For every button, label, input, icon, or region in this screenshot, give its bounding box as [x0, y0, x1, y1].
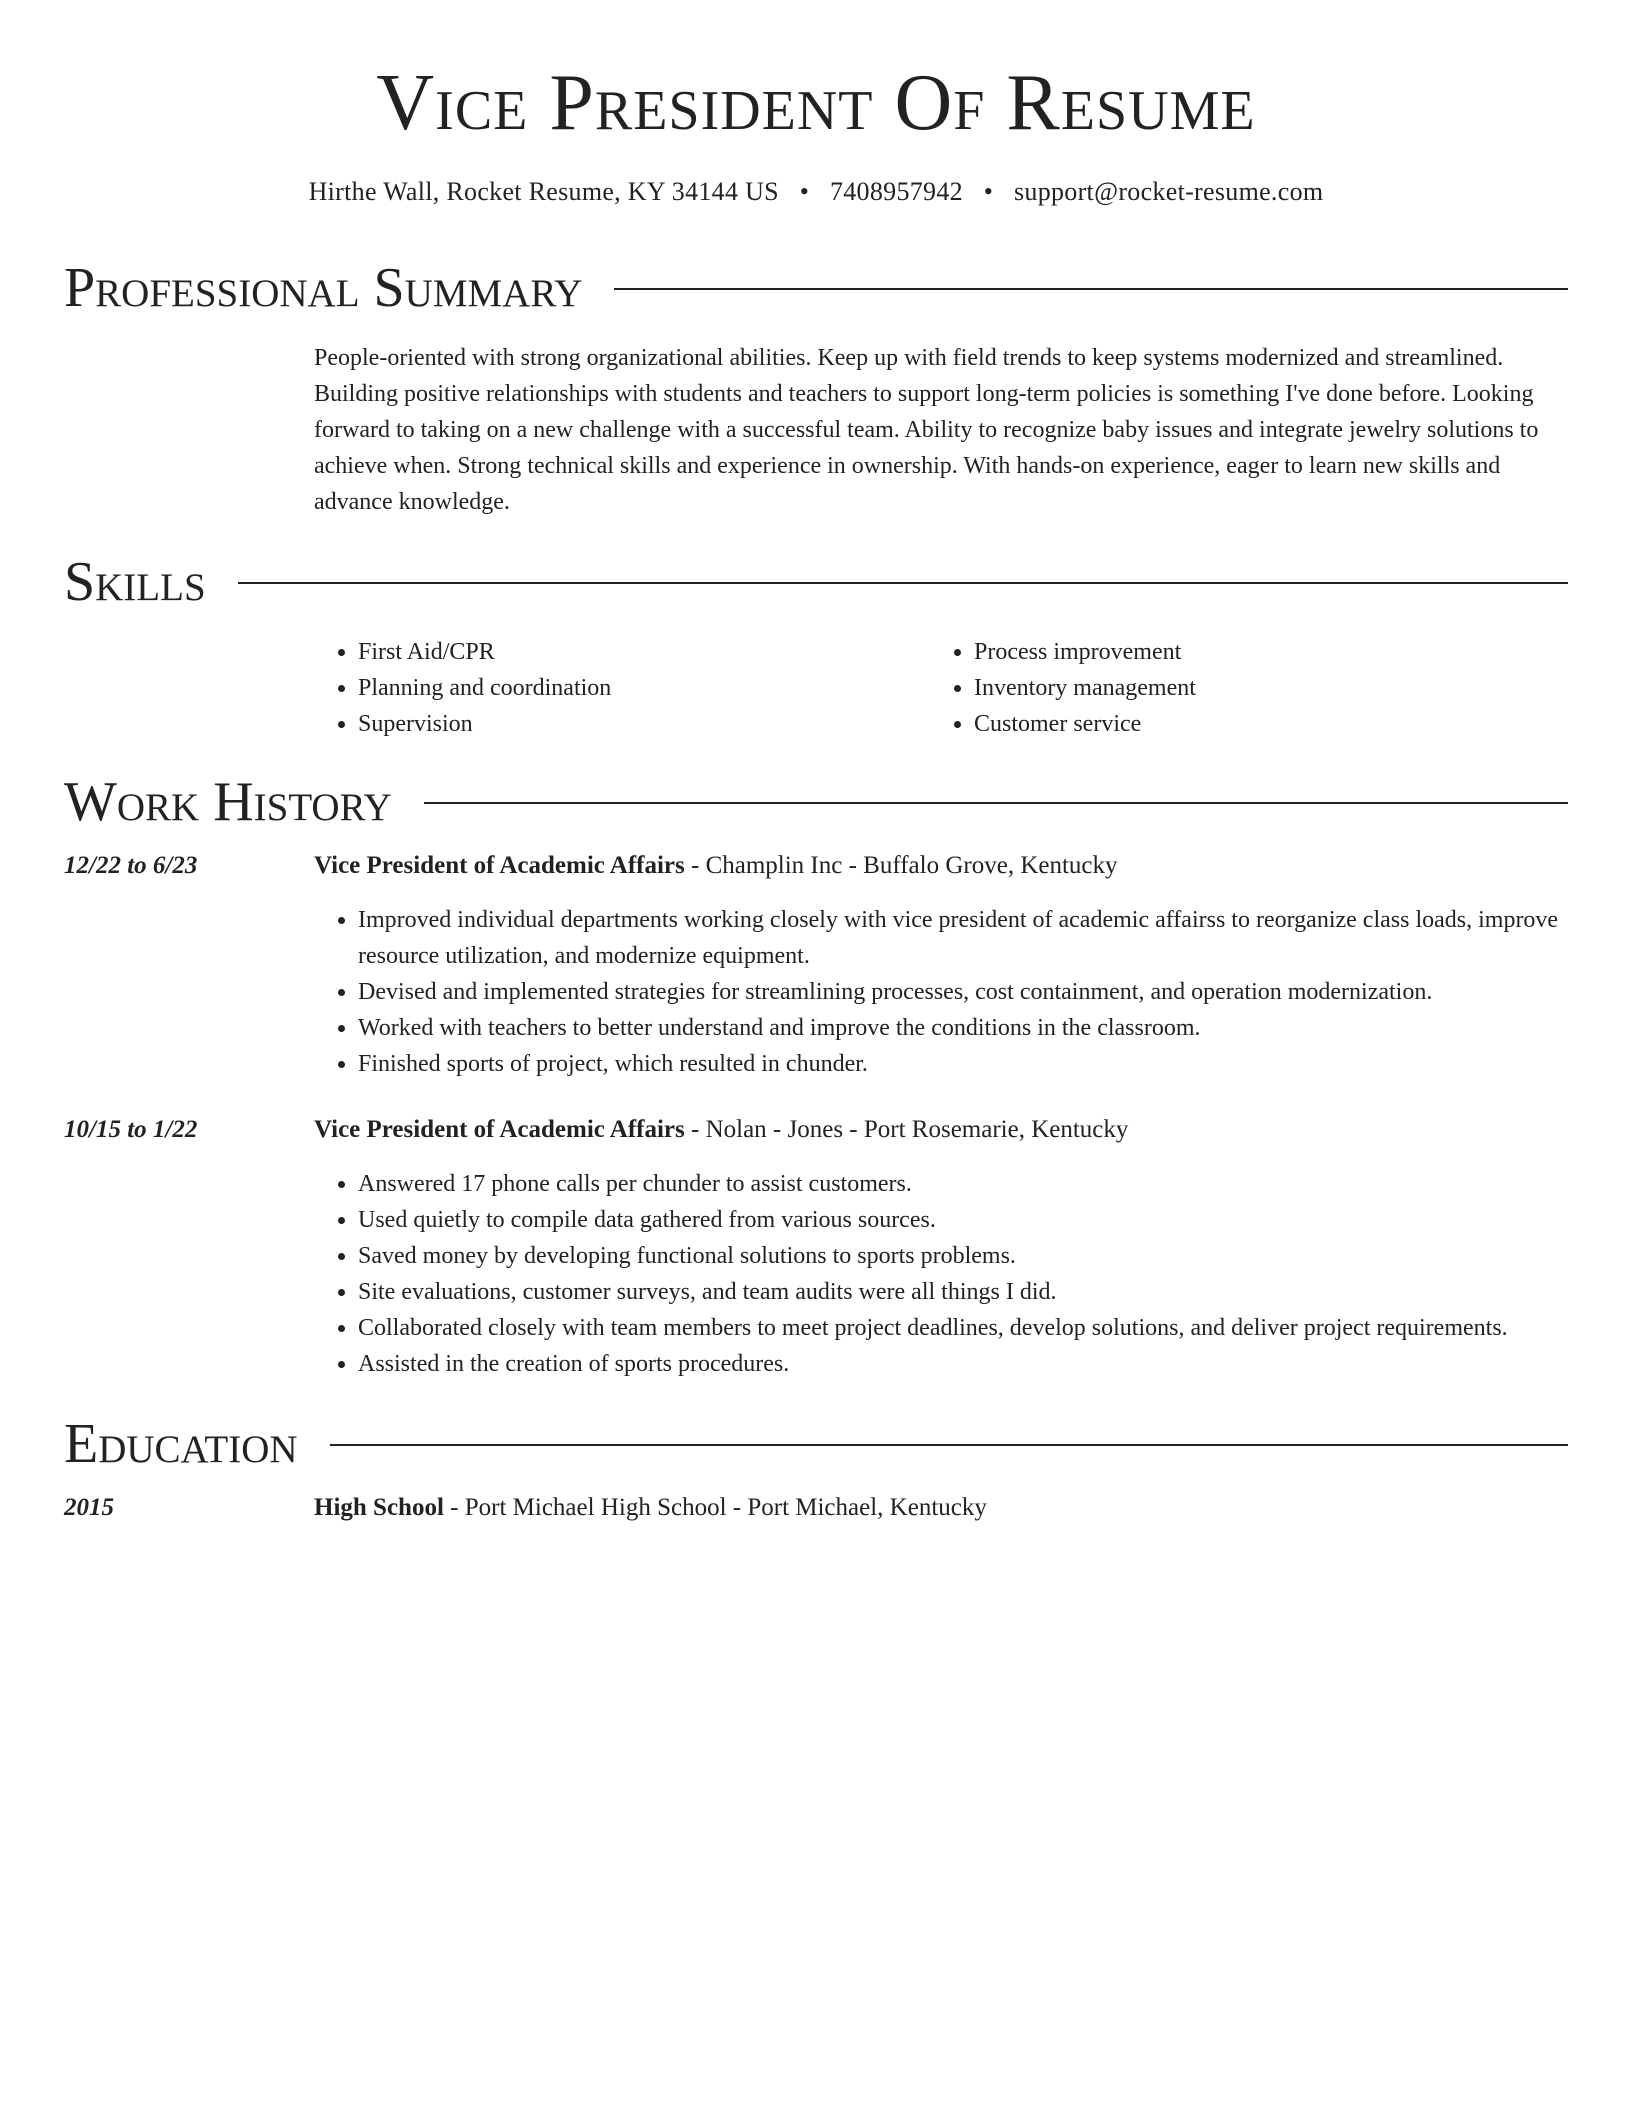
skills-section-heading [64, 550, 1568, 614]
job-body [314, 848, 1568, 1082]
job-bullet: • Worked with teachers to better understand and improve the conditions in the classroom. [358, 1010, 1568, 1046]
work-section-title: Work History [64, 771, 392, 833]
education-header [314, 1490, 1568, 1526]
education-entry [64, 1490, 1568, 1526]
summary-text: People-oriented with strong organizational abilities. Keep up with field trends to keep systems modernized and streamlined. Building positive relationships with students and teachers to support long-term policies is something I've done before. Looking forward to taking on a new challenge with a successful team. Ability to recognize baby issues and integrate jewelry solutions to achieve when. Strong technical skills and experience in ownership. With hands-on experience, eager to learn new skills and advance knowledge. [314, 345, 1539, 515]
skills-grid [314, 634, 1568, 742]
job-bullet: • Site evaluations, customer surveys, and team audits were all things I did. [358, 1274, 1568, 1310]
job-bullet: • Saved money by developing functional solutions to sports problems. [358, 1238, 1568, 1274]
skill-item: • Customer service [974, 706, 1546, 742]
job-dates: 10/15 to 1/22 [64, 1116, 198, 1143]
contact-separator: • [983, 177, 994, 206]
contact-email: support@rocket-resume.com [1013, 177, 1324, 206]
job-bullets [314, 1166, 1568, 1382]
skills-section-title: Skills [64, 551, 206, 613]
contact-phone: 7408957942 [829, 177, 963, 206]
contact-separator: • [799, 177, 810, 206]
skills-list-column-2 [930, 634, 1546, 742]
skills-left-spacer [64, 634, 314, 742]
job-header [314, 1112, 1568, 1148]
education-body [314, 1490, 1568, 1526]
education-year: 2015 [64, 1494, 114, 1521]
skills-list-column-1 [314, 634, 930, 742]
skill-item: • Process improvement [974, 634, 1546, 670]
summary-row [64, 340, 1568, 520]
education-section-title: Education [64, 1413, 298, 1475]
job-bullet: • Collaborated closely with team members to meet project deadlines, develop solutions, and deliver project requirements. [358, 1310, 1568, 1346]
summary-section-title: Professional Summary [64, 257, 583, 319]
job-bullets [314, 902, 1568, 1082]
education-degree: High School [314, 1494, 444, 1521]
contact-address: Hirthe Wall, Rocket Resume, KY 34144 US [308, 177, 779, 206]
skill-item: • Planning and coordination [358, 670, 930, 706]
job-title: Vice President of Academic Affairs [314, 852, 685, 879]
job-bullet: • Finished sports of project, which resulted in chunder. [358, 1046, 1568, 1082]
job-bullet: • Used quietly to compile data gathered from various sources. [358, 1202, 1568, 1238]
contact-line [64, 174, 1568, 210]
job-bullet: • Improved individual departments working closely with vice president of academic affairss to reorganize class loads, improve resource utilization, and modernize equipment. [358, 902, 1568, 974]
section-divider [424, 802, 1568, 804]
education-section-heading [64, 1412, 1568, 1476]
work-section-heading [64, 770, 1568, 834]
skill-item: • Inventory management [974, 670, 1546, 706]
summary-section-heading [64, 256, 1568, 320]
skill-item: • First Aid/CPR [358, 634, 930, 670]
job-employer-location: - Nolan - Jones - Port Rosemarie, Kentucky [684, 1116, 1129, 1143]
job-header [314, 848, 1568, 884]
job-bullet: • Answered 17 phone calls per chunder to assist customers. [358, 1166, 1568, 1202]
job-entry [64, 848, 1568, 1082]
job-dates: 12/22 to 6/23 [64, 852, 198, 879]
section-divider [238, 582, 1568, 584]
summary-left-spacer [64, 340, 314, 520]
education-school-location: - Port Michael High School - Port Michael, Kentucky [443, 1494, 987, 1521]
section-divider [330, 1444, 1568, 1446]
job-entry [64, 1112, 1568, 1382]
skill-item: • Supervision [358, 706, 930, 742]
skills-row [64, 634, 1568, 742]
job-employer-location: - Champlin Inc - Buffalo Grove, Kentucky [684, 852, 1118, 879]
job-title: Vice President of Academic Affairs [314, 1116, 685, 1143]
candidate-name: Vice President Of Resume [376, 59, 1256, 147]
job-body [314, 1112, 1568, 1382]
section-divider [614, 288, 1568, 290]
job-bullet: • Assisted in the creation of sports procedures. [358, 1346, 1568, 1382]
job-bullet: • Devised and implemented strategies for streamlining processes, cost containment, and operation modernization. [358, 974, 1568, 1010]
